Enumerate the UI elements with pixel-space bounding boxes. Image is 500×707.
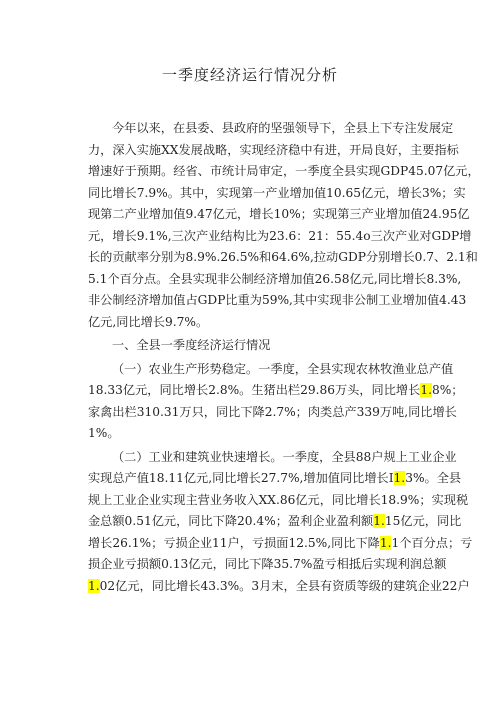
highlighted-text: 1. (393, 471, 406, 485)
text-run: 一、全县一季度经济运行情况 (112, 338, 271, 352)
text-run: 3%。全县 (405, 471, 462, 485)
text-line (88, 161, 480, 183)
text-line (88, 359, 454, 381)
text-run: 亿元,同比增长9.7%。 (88, 314, 209, 329)
text-run: 损企业亏损额0.13亿元，同比下降35.7%盈亏相抵后实现利润总额 (88, 557, 447, 571)
text-line (88, 380, 464, 402)
text-run: 8%； (431, 383, 464, 397)
text-run: 02亿元，同比增长43.3%。3月末，全县有资质等级的建筑企业22户 (99, 578, 470, 593)
text-line (88, 226, 472, 248)
highlighted-text: 1. (88, 578, 100, 593)
text-line (88, 140, 459, 162)
highlighted-text: 1. (420, 383, 432, 397)
text-line (88, 490, 469, 512)
text-line (88, 468, 462, 490)
text-run: 1%。 (88, 426, 120, 440)
text-run: 金总额0.51亿元，同比下降20.4%；盈利企业盈利额 (88, 514, 374, 528)
text-line (88, 290, 467, 312)
text-run: 今年以来，在县委、县政府的坚强领导下，全县上下专注发展定 (112, 121, 454, 135)
text-run: 同比增长7.9%。其中，实现第一产业增加值10.65亿元，增长3%；实 (88, 185, 466, 200)
text-line (88, 423, 440, 445)
text-run: 长的贡献率分别为8.9%.26.5%和64.6%,拉动GDP分别增长0.7、2.1和 (88, 250, 478, 264)
text-run: 5.1个百分点。全县实现非公制经济增加值26.58亿元,同比增长8.3%, (88, 271, 462, 286)
text-run: 18.33亿元，同比增长2.8%。生猪出栏29.86万头，同比增长 (88, 383, 421, 397)
text-line (88, 269, 462, 291)
highlighted-text: 1. (373, 514, 385, 528)
text-run: 现第二产业增加值9.47亿元，增长10%；实现第三产业增加值24.95亿 (88, 207, 470, 221)
text-run: 非公制经济增加值占GDP比重为59%,其中实现非公制工业增加值4.43 (88, 293, 467, 307)
text-run: 15亿元，同比 (384, 514, 462, 528)
page-title: 一季度经济运行情况分析 (161, 66, 338, 84)
text-run: 规上工业企业实现主营业务收入XX.86亿元，同比增长18.9%；实现税 (88, 492, 469, 507)
text-run: 力，深入实施XX发展战略，实现经济稳中有进，开局良好，主要指标 (88, 142, 459, 157)
text-line (88, 118, 454, 140)
text-line (88, 533, 473, 555)
text-run: 增长26.1%；亏损企业11户，亏损面12.5%,同比下降 (88, 535, 380, 550)
text-run: 家禽出栏310.31万只，同比下降2.7%；肉类总产339万吨,同比增长 (88, 404, 457, 419)
text-line (88, 183, 466, 205)
paragraph-agri (88, 359, 464, 445)
highlighted-text: 1. (379, 535, 392, 550)
text-line (88, 402, 457, 424)
text-run: （二）工业和建筑业快速增长。一季度，全县88户规上工业企业 (112, 449, 457, 464)
text-line (88, 247, 478, 269)
text-line (88, 335, 440, 357)
document-body (88, 118, 480, 597)
text-run: 增速好于预期。经省、市统计局审定，一季度全县实现GDP45.07亿元， (88, 164, 480, 178)
text-line (88, 554, 447, 576)
text-run: 元，增长9.1%,三次产业结构比为23.6：21：55.4o三次产业对GDP增 (88, 228, 472, 243)
text-line (88, 204, 470, 226)
text-line (88, 312, 440, 334)
paragraph-intro (88, 118, 480, 333)
text-line (88, 447, 457, 469)
text-line (88, 511, 462, 533)
paragraph-industry (88, 447, 473, 598)
text-run: 1个百分点；亏 (391, 535, 473, 550)
text-line (88, 576, 470, 598)
text-run: （一）农业生产形势稳定。一季度，全县实现农林牧渔业总产值 (112, 361, 454, 376)
text-run: 实现总产值18.11亿元,同比增长27.7%,增加值同比增长I (88, 471, 394, 485)
paragraph-heading1 (88, 335, 440, 357)
